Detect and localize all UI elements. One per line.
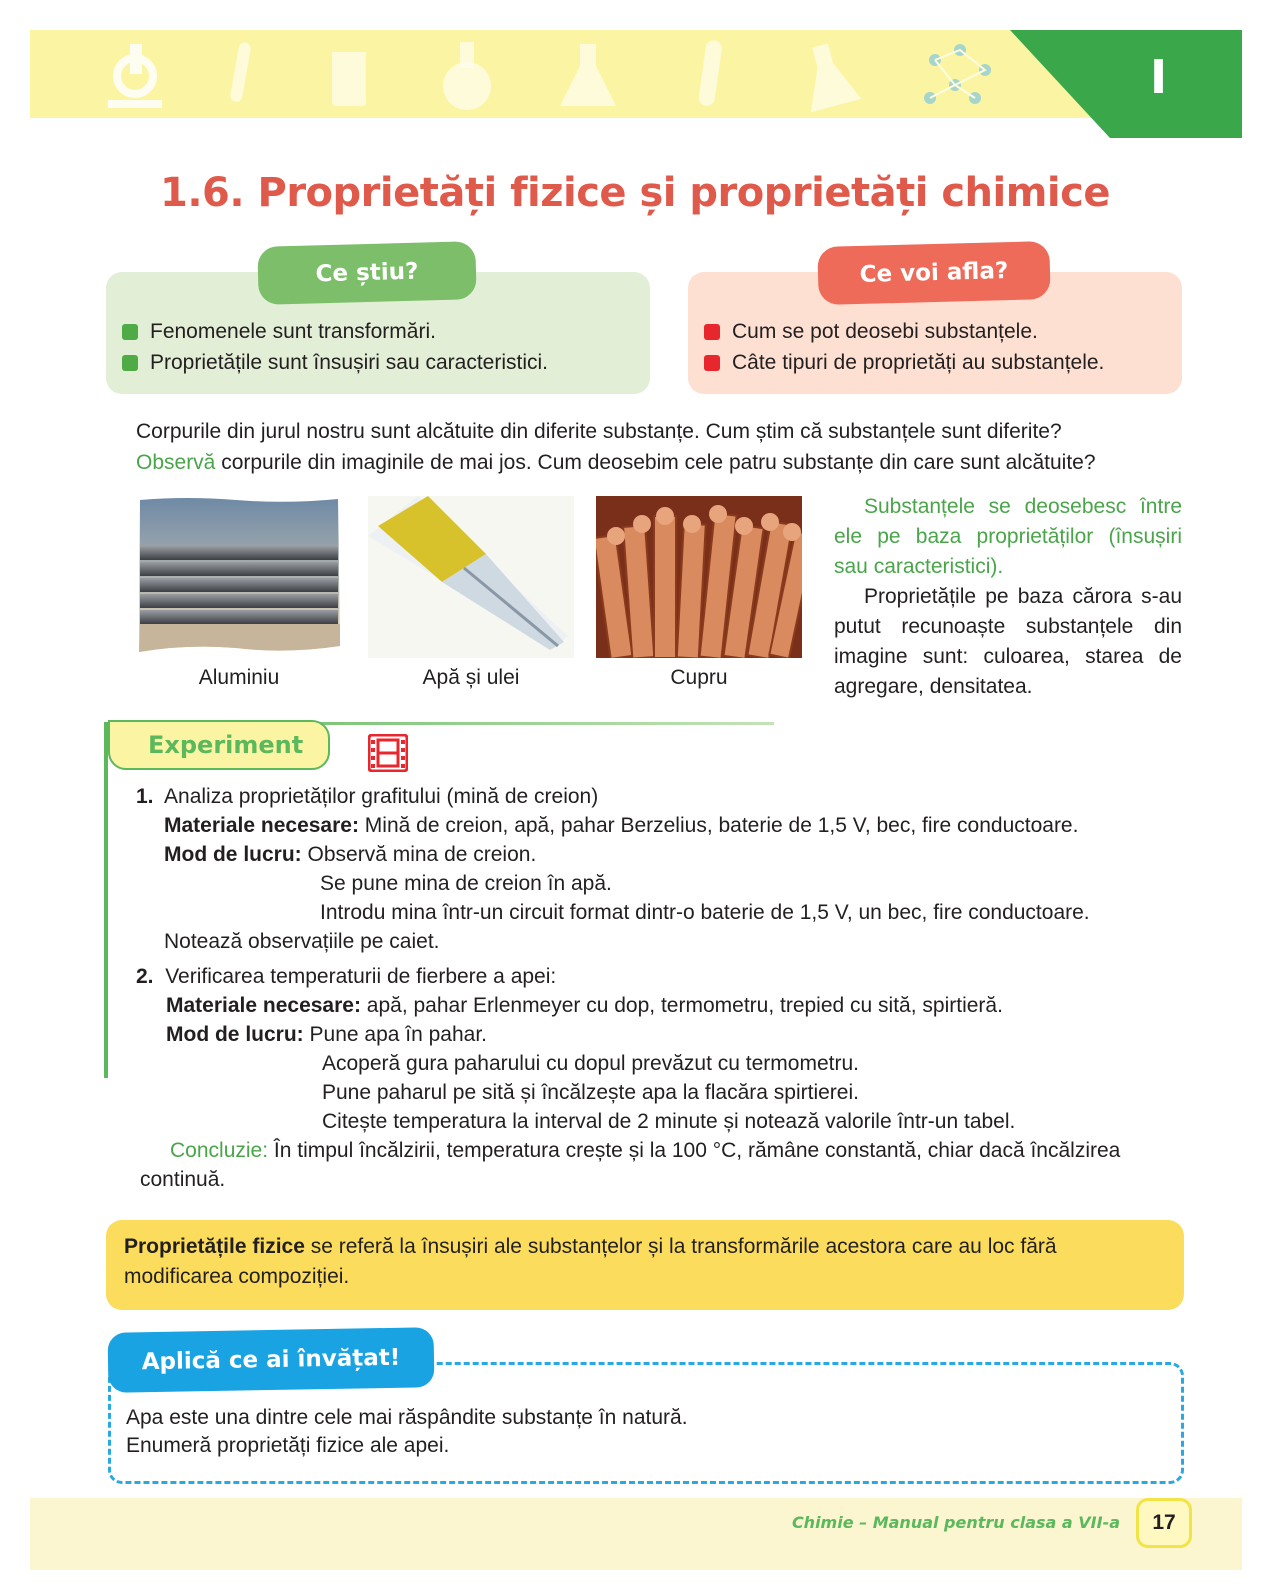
aluminium-caption: Aluminiu — [198, 666, 280, 689]
side-text — [834, 492, 1182, 702]
experiment-1-note: Notează observațiile pe caiet. — [164, 930, 440, 953]
observe-keyword: Observă — [136, 451, 216, 474]
water-oil-photo — [368, 496, 574, 658]
round-flask-icon — [443, 42, 491, 110]
definition-text: se referă la însușiri ale substanțelor și la transformările acestora care au loc fără modificarea compoziției. — [124, 1235, 1057, 1288]
experiment-2-step: Acoperă gura paharului cu dopul prevăzut cu termometru. — [322, 1052, 859, 1075]
experiment-label: Experiment — [108, 720, 330, 770]
know-label: Ce știu? — [257, 241, 476, 305]
chapter-number: I — [1150, 50, 1168, 104]
list-item: Proprietățile sunt însușiri sau caracteristici. — [122, 347, 548, 378]
side-highlight: Substanțele se deosebesc între ele pe baza proprietăților (însușiri sau caracteristici). — [834, 495, 1182, 578]
footer-book-title: Chimie – Manual pentru clasa a VII-a — [791, 1513, 1120, 1532]
apply-label: Aplică ce ai învățat! — [108, 1327, 435, 1393]
learn-list — [704, 316, 1104, 378]
bullet-icon — [704, 324, 720, 340]
experiment-2-method: Mod de lucru: Pune apa în pahar. — [166, 1023, 488, 1046]
list-item: Fenomenele sunt transformări. — [122, 316, 548, 347]
definition-box — [106, 1220, 1184, 1310]
definition-term: Proprietățile fizice — [124, 1235, 305, 1258]
copper-photo — [596, 496, 802, 658]
experiment-2-conclusion: Concluzie: În timpul încălzirii, temperatura crește și la 100 °C, rămâne constantă, chiar dacă încălzirea — [170, 1139, 1121, 1162]
erlenmeyer-flask-icon — [560, 44, 616, 106]
apply-line-1: Apa este una dintre cele mai răspândite substanțe în natură. — [126, 1406, 688, 1429]
thermometer-icon — [698, 39, 723, 107]
experiment-2-step: Citește temperatura la interval de 2 minute și notează valorile într-un tabel. — [322, 1110, 1016, 1133]
experiment-2-materials: Materiale necesare: apă, pahar Erlenmeyer cu dop, termometru, trepied cu sită, spirtieră. — [166, 994, 1003, 1017]
microscope-icon — [108, 44, 162, 108]
experiment-1-materials: Materiale necesare: Mină de creion, apă, pahar Berzelius, baterie de 1,5 V, bec, fire conductoare. — [164, 814, 1079, 837]
experiment-content — [136, 782, 1206, 1194]
page-number: 17 — [1136, 1498, 1192, 1548]
experiment-2-step: Pune paharul pe sită și încălzește apa la flacăra spirtierei. — [322, 1081, 859, 1104]
side-paragraph: Proprietățile pe baza cărora s-au putut recunoaște substanțele din imagine sunt: culoarea, starea de agregare, densitatea. — [834, 585, 1182, 698]
header-icons — [30, 30, 1030, 118]
aluminium-photo — [136, 496, 342, 658]
intro-line-1: Corpurile din jurul nostru sunt alcătuite din diferite substanțe. Cum știm că substanțele sunt diferite? — [136, 420, 1062, 443]
beaker-icon — [332, 52, 366, 106]
conical-flask-icon — [795, 39, 861, 112]
bullet-icon — [122, 324, 138, 340]
video-film-icon[interactable] — [368, 734, 408, 772]
chapter-tab — [1010, 30, 1242, 138]
water-oil-caption: Apă și ulei — [422, 666, 520, 689]
experiment-1-step: Se pune mina de creion în apă. — [320, 872, 612, 895]
list-item: Câte tipuri de proprietăți au substanțele. — [704, 347, 1104, 378]
intro-paragraph — [136, 416, 1196, 478]
experiment-border — [104, 722, 108, 1078]
experiment-1-method: Mod de lucru: Observă mina de creion. — [164, 843, 537, 866]
bullet-icon — [704, 355, 720, 371]
know-list — [122, 316, 548, 378]
test-tube-icon — [229, 41, 251, 102]
experiment-2-conclusion-end: continuă. — [140, 1168, 226, 1191]
learn-label: Ce voi afla? — [817, 241, 1050, 305]
bullet-icon — [122, 355, 138, 371]
page-title: 1.6. Proprietăți fizice și proprietăți chimice — [160, 170, 1110, 216]
footer-band — [30, 1498, 1242, 1570]
experiment-2-title: 2. Verificarea temperaturii de fierbere a apei: — [136, 965, 557, 988]
molecule-icon — [924, 44, 991, 104]
apply-line-2: Enumeră proprietăți fizice ale apei. — [126, 1434, 450, 1457]
experiment-1-title: 1. Analiza proprietăților grafitului (mină de creion) — [136, 785, 599, 808]
experiment-1-step: Introdu mina într-un circuit format dintr-o baterie de 1,5 V, un bec, fire conductoare. — [320, 901, 1090, 924]
list-item: Cum se pot deosebi substanțele. — [704, 316, 1104, 347]
copper-caption: Cupru — [670, 666, 728, 689]
intro-line-2: Observă corpurile din imaginile de mai jos. Cum deosebim cele patru substanțe din care sunt alcătuite? — [136, 451, 1096, 474]
apply-text — [126, 1404, 688, 1460]
